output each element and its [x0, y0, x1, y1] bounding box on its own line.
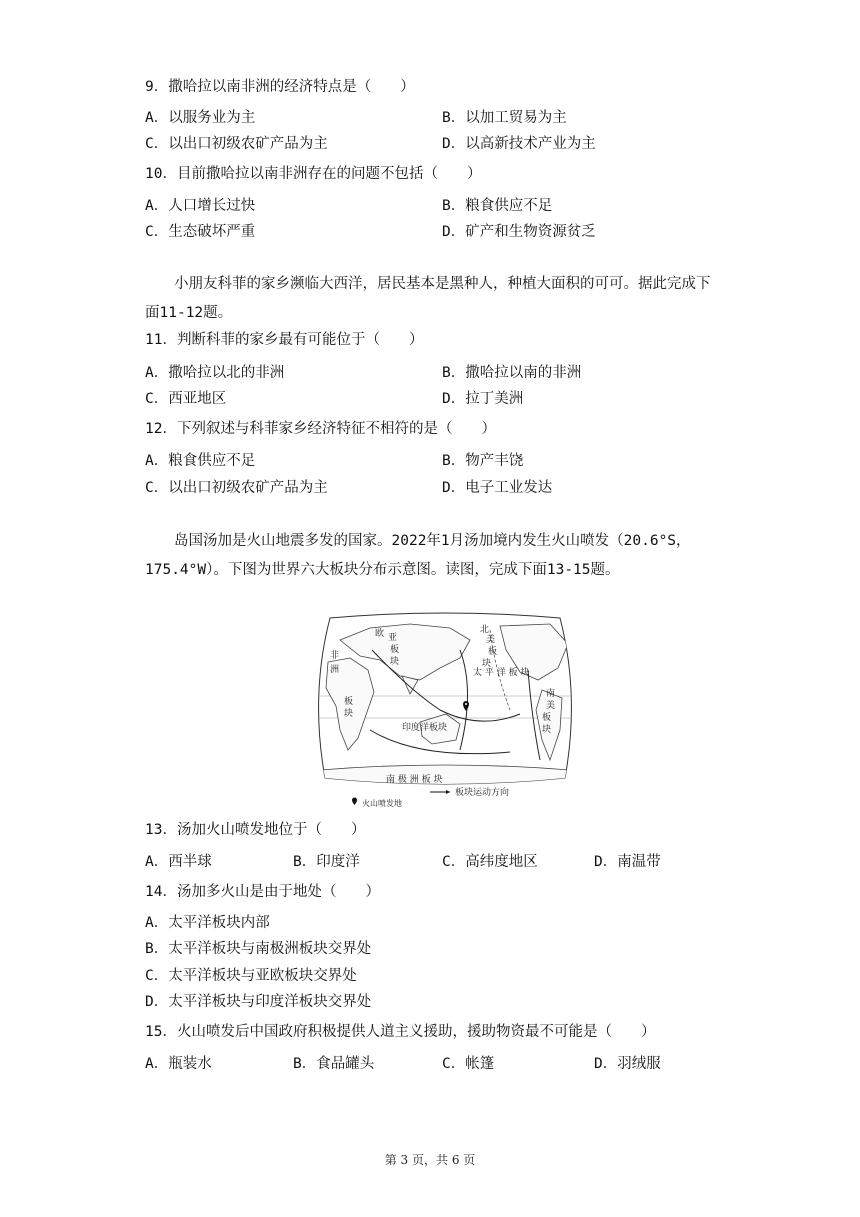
question-14-stem: 14．汤加多火山是由于地处（ ）	[145, 884, 380, 900]
question-9-option-c[interactable]: C．以出口初级农矿产品为主	[145, 136, 328, 152]
question-10-option-a[interactable]: A．人口增长过快	[145, 198, 256, 214]
question-12-option-d[interactable]: D．电子工业发达	[442, 480, 553, 496]
question-15-option-c[interactable]: C．帐篷	[442, 1056, 495, 1072]
question-15-option-d[interactable]: D．羽绒服	[594, 1056, 661, 1072]
question-11-option-b[interactable]: B．撒哈拉以南的非洲	[442, 365, 582, 381]
legend-volcano-icon	[352, 798, 357, 806]
passage-11-12	[145, 270, 715, 328]
question-9-stem: 9．撒哈拉以南非洲的经济特点是（ ）	[145, 79, 415, 95]
question-12-option-a[interactable]: A．粮食供应不足	[145, 453, 256, 469]
question-13-stem: 13．汤加火山喷发地位于（ ）	[145, 822, 366, 838]
question-13-option-b[interactable]: B．印度洋	[293, 854, 360, 870]
map-label-north-america-2: 美	[486, 635, 496, 645]
question-9-option-d[interactable]: D．以高新技术产业为主	[442, 136, 596, 152]
legend-volcano-label: 火山喷发地	[362, 799, 402, 808]
map-label-south-america-1: 南	[546, 689, 556, 699]
map-label-antarctic: 南 极 洲 板 块	[386, 775, 443, 785]
question-13-option-a[interactable]: A．西半球	[145, 854, 212, 870]
map-label-eurasia-4: 块	[390, 657, 400, 667]
map-label-africa-3: 板	[344, 697, 354, 707]
map-label-eurasia-3: 板	[390, 645, 400, 655]
map-label-south-america-3: 板	[542, 713, 552, 723]
map-label-pacific: 太 平 洋 板 块	[473, 668, 530, 678]
question-14-option-c[interactable]: C．太平洋板块与亚欧板块交界处	[145, 968, 357, 984]
question-9-option-a[interactable]: A．以服务业为主	[145, 110, 256, 126]
question-15-option-a[interactable]: A．瓶装水	[145, 1056, 212, 1072]
map-label-north-america-4: 块	[482, 659, 492, 669]
question-14-option-d[interactable]: D．太平洋板块与印度洋板块交界处	[145, 994, 372, 1010]
antarctica-shape	[320, 765, 570, 795]
question-10-option-c[interactable]: C．生态破坏严重	[145, 224, 256, 240]
tectonic-plates-map	[310, 610, 580, 810]
question-13-option-d[interactable]: D．南温带	[594, 854, 661, 870]
map-label-south-america-2: 美	[546, 701, 556, 711]
map-label-eurasia-2: 亚	[388, 633, 398, 643]
map-label-eurasia-1: 欧	[375, 629, 385, 639]
question-12-stem: 12．下列叙述与科菲家乡经济特征不相符的是（ ）	[145, 421, 496, 437]
map-label-africa-2: 洲	[330, 665, 340, 675]
question-12-option-b[interactable]: B．物产丰饶	[442, 453, 524, 469]
question-11-option-c[interactable]: C．西亚地区	[145, 391, 227, 407]
question-14-option-b[interactable]: B．太平洋板块与南极洲板块交界处	[145, 941, 372, 957]
map-label-north-america-3: 板	[488, 647, 498, 657]
question-15-stem: 15．火山喷发后中国政府积极提供人道主义援助，援助物资最不可能是（ ）	[145, 1024, 656, 1040]
map-label-north-america-1: 北	[480, 625, 490, 635]
question-14-option-a[interactable]: A．太平洋板块内部	[145, 915, 270, 931]
map-label-south-america-4: 块	[542, 725, 552, 735]
question-11-option-d[interactable]: D．拉丁美洲	[442, 391, 524, 407]
passage-11-12-text: 小朋友科菲的家乡濒临大西洋，居民基本是黑种人，种植大面积的可可。据此完成下面11-12题。	[145, 276, 711, 321]
question-15-option-b[interactable]: B．食品罐头	[293, 1056, 375, 1072]
question-9-option-b[interactable]: B．以加工贸易为主	[442, 110, 567, 126]
question-11-option-a[interactable]: A．撒哈拉以北的非洲	[145, 365, 285, 381]
map-label-indian: 印度洋板块	[402, 723, 448, 733]
passage-13-15	[145, 527, 715, 585]
question-11-stem: 11．判断科菲的家乡最有可能位于（ ）	[145, 332, 424, 348]
question-13-option-c[interactable]: C．高纬度地区	[442, 854, 538, 870]
map-label-africa-4: 块	[344, 709, 354, 719]
legend-motion-label: 板块运动方向	[455, 788, 510, 798]
page-number-text: 第 3 页，共 6 页	[384, 1153, 476, 1167]
question-10-option-b[interactable]: B．粮食供应不足	[442, 198, 553, 214]
question-12-option-c[interactable]: C．以出口初级农矿产品为主	[145, 480, 328, 496]
map-label-africa-1: 非	[330, 651, 340, 661]
question-10-stem: 10．目前撒哈拉以南非洲存在的问题不包括（ ）	[145, 166, 482, 182]
question-10-option-d[interactable]: D．矿产和生物资源贫乏	[442, 224, 596, 240]
passage-13-15-text: 岛国汤加是火山地震多发的国家。2022年1月汤加境内发生火山喷发（20.6°S，175.4°W）。下图为世界六大板块分布示意图。读图，完成下面13-15题。	[145, 533, 691, 578]
page-footer	[0, 1151, 860, 1168]
